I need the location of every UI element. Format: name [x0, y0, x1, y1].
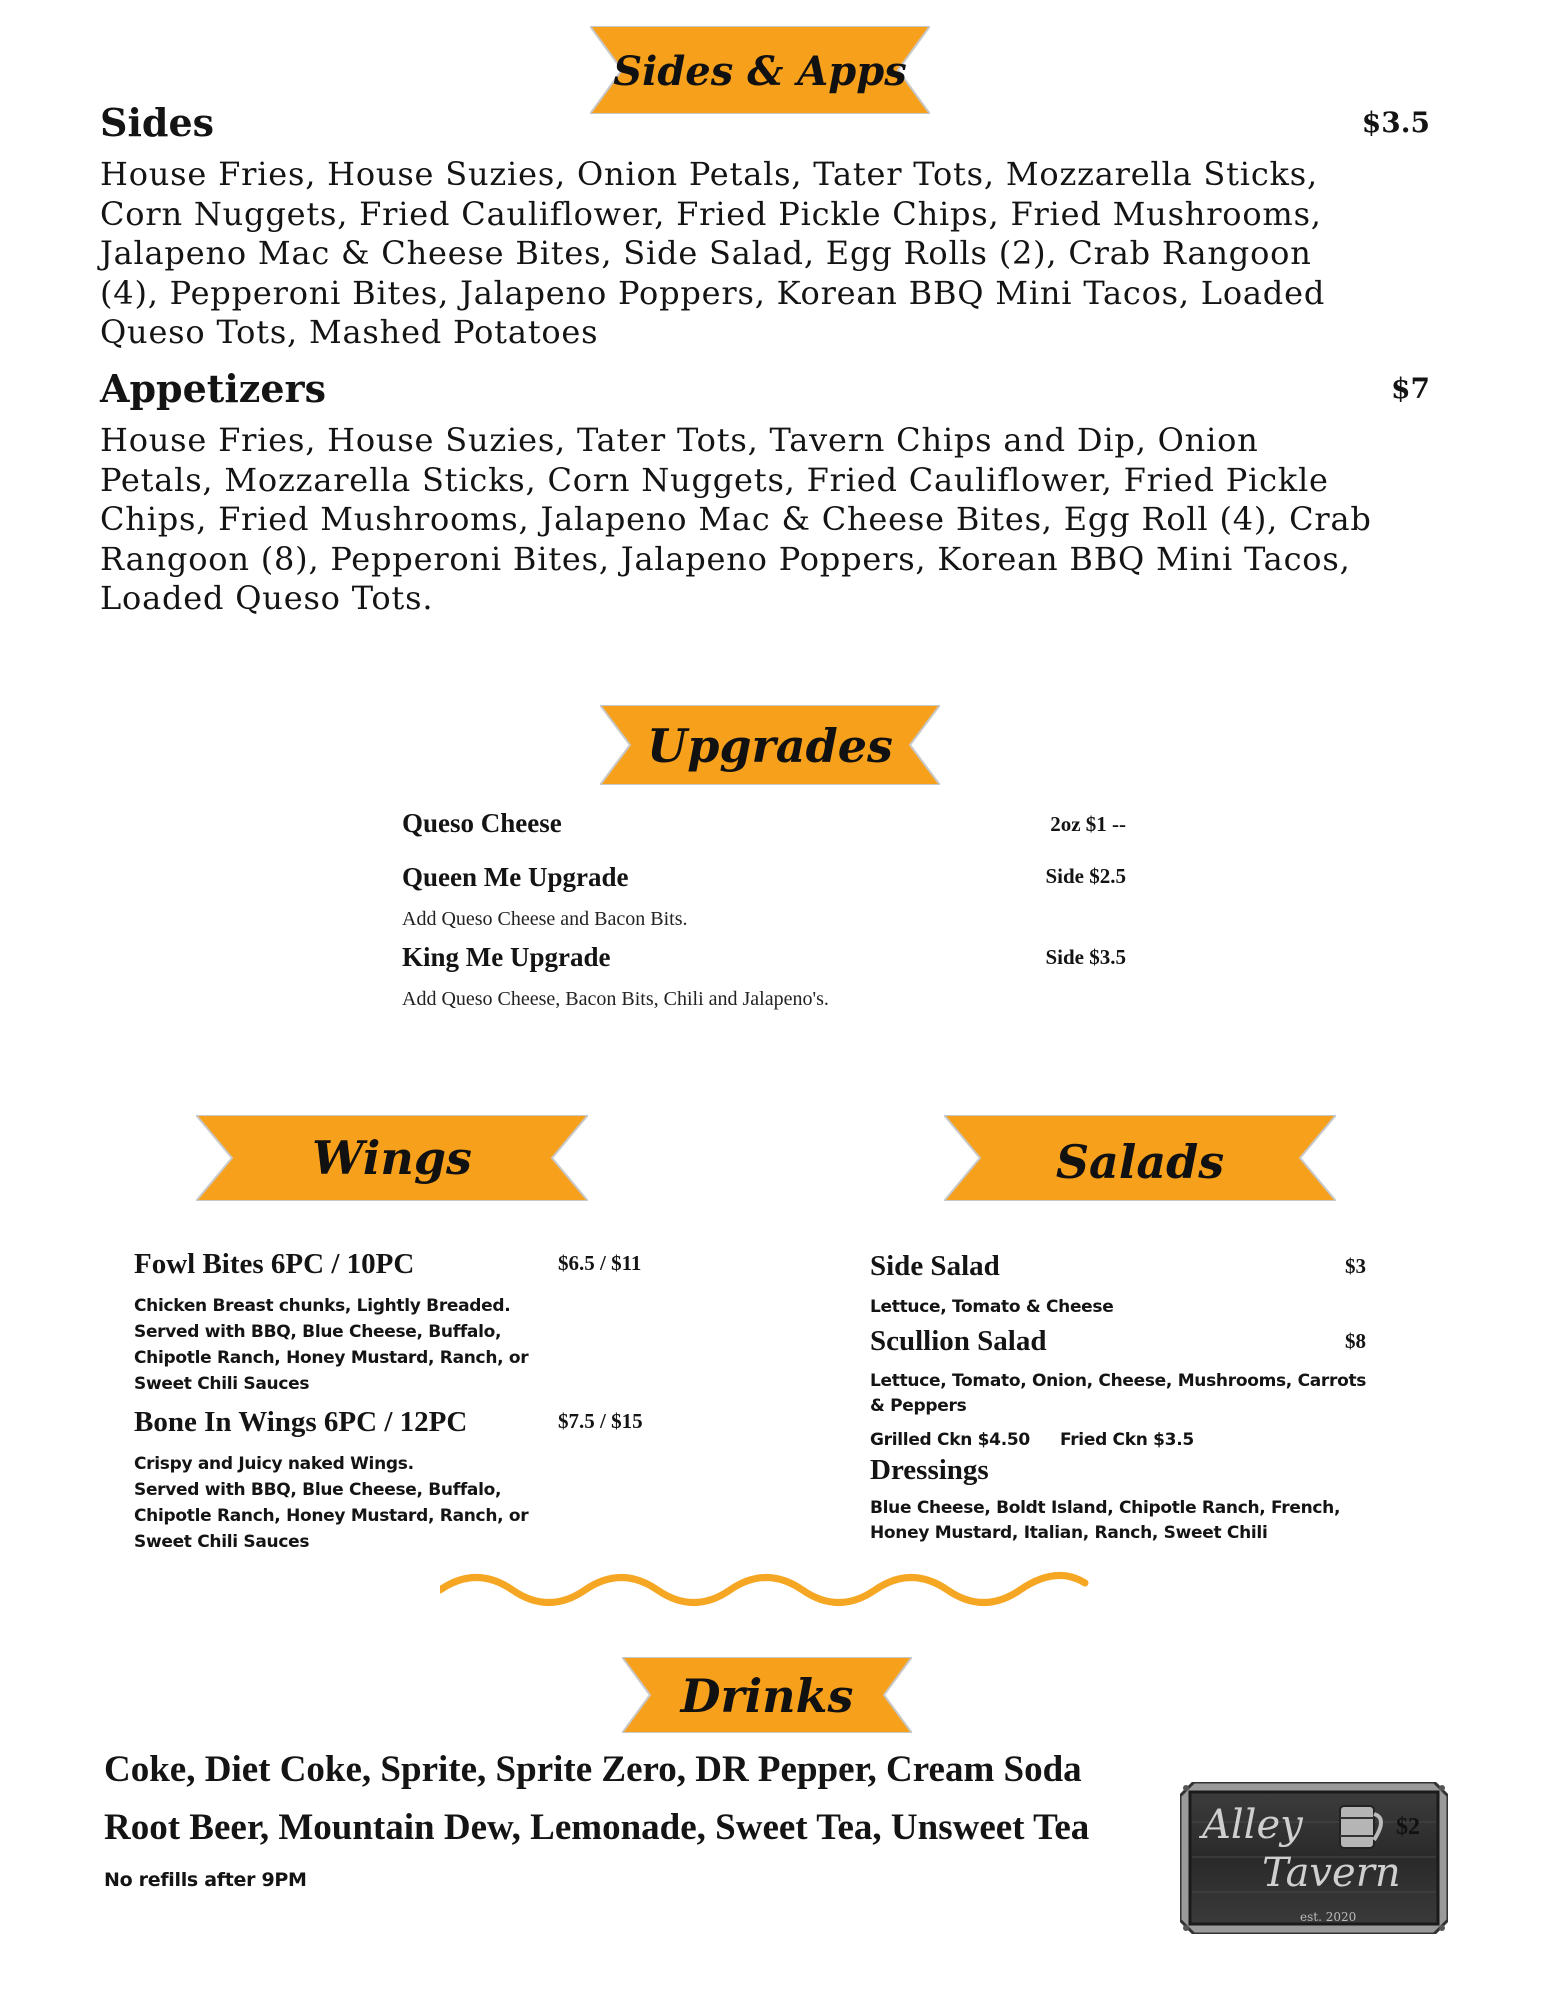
wings-item-name: Bone In Wings 6PC / 12PC: [134, 1406, 468, 1438]
salad-item-name: Scullion Salad: [870, 1325, 1047, 1357]
banner-wings-text: Wings: [312, 1131, 472, 1185]
appetizers-line: House Fries, House Suzies, Tater Tots, Tavern Chips and Dip, Onion: [100, 421, 1259, 459]
dressings-line: Honey Mustard, Italian, Ranch, Sweet Chili: [870, 1523, 1268, 1543]
sides-line: Corn Nuggets, Fried Cauliflower, Fried Pickle Chips, Fried Mushrooms,: [100, 194, 1322, 233]
drinks-price: $2: [1396, 1814, 1420, 1840]
wings-desc-line: Crispy and Juicy naked Wings.: [134, 1454, 414, 1474]
logo-line2: Tavern: [1262, 1850, 1401, 1896]
upgrade-price: Side $2.5: [1045, 864, 1126, 888]
addon-fried-ckn: Fried Ckn $3.5: [1060, 1430, 1194, 1450]
sides-line: Queso Tots, Mashed Potatoes: [100, 313, 599, 351]
wavy-divider: [440, 1565, 1090, 1615]
sides-line: House Fries, House Suzies, Onion Petals, Tater Tots, Mozzarella Sticks,: [100, 155, 1318, 193]
logo-line1: Alley: [1202, 1802, 1303, 1848]
appetizers-line: Chips, Fried Mushrooms, Jalapeno Mac & Cheese Bites, Egg Roll (4), Crab: [100, 500, 1372, 538]
banner-upgrades-text: Upgrades: [647, 719, 893, 773]
sides-line: Jalapeno Mac & Cheese Bites, Side Salad, Egg Rolls (2), Crab Rangoon: [100, 234, 1312, 272]
drinks-line: Coke, Diet Coke, Sprite, Sprite Zero, DR Pepper, Cream Soda: [104, 1749, 1082, 1790]
appetizers-line: Rangoon (8), Pepperoni Bites, Jalapeno Poppers, Korean BBQ Mini Tacos,: [100, 539, 1351, 578]
salad-desc-line: & Peppers: [870, 1396, 967, 1416]
appetizers-line: Petals, Mozzarella Sticks, Corn Nuggets, Fried Cauliflower, Fried Pickle: [100, 460, 1329, 499]
wings-item-price: $6.5 / $11: [558, 1251, 642, 1275]
appetizers-title: Appetizers: [100, 366, 326, 411]
salad-desc-line: Lettuce, Tomato, Onion, Cheese, Mushrooms, Carrots: [870, 1371, 1367, 1391]
sides-price: $3.5: [1361, 106, 1430, 139]
banner-sides-apps: [590, 26, 930, 114]
upgrade-price: 2oz $1 --: [1050, 812, 1126, 836]
sides-items: [100, 155, 1460, 353]
wings-item-desc: [134, 1293, 554, 1397]
wings-desc-line: Chipotle Ranch, Honey Mustard, Ranch, or: [134, 1348, 529, 1368]
wings-desc-line: Chicken Breast chunks, Lightly Breaded.: [134, 1296, 511, 1316]
logo-est: est. 2020: [1300, 1910, 1357, 1924]
banner-drinks-text: Drinks: [680, 1669, 854, 1723]
banner-wings: [196, 1115, 588, 1201]
upgrade-name: King Me Upgrade: [402, 942, 611, 972]
upgrade-name: Queen Me Upgrade: [402, 862, 629, 892]
banner-salads-text: Salads: [1055, 1135, 1225, 1189]
wings-item-name: Fowl Bites 6PC / 10PC: [134, 1248, 415, 1280]
banner-sides-apps-text: Sides & Apps: [613, 48, 907, 95]
upgrade-desc: Add Queso Cheese, Bacon Bits, Chili and Jalapeno's.: [402, 988, 829, 1010]
sides-title: Sides: [100, 100, 215, 145]
banner-salads: [944, 1115, 1336, 1201]
alley-tavern-logo: [1180, 1782, 1448, 1934]
wings-item-price: $7.5 / $15: [558, 1409, 643, 1433]
wings-item-desc: [134, 1451, 554, 1555]
dressings-list: [870, 1496, 1390, 1546]
upgrade-desc: Add Queso Cheese and Bacon Bits.: [402, 908, 688, 930]
drinks-line: Root Beer, Mountain Dew, Lemonade, Sweet Tea, Unsweet Tea: [104, 1807, 1090, 1848]
wings-desc-line: Served with BBQ, Blue Cheese, Buffalo,: [134, 1480, 502, 1500]
addon-grilled-ckn: Grilled Ckn $4.50: [870, 1430, 1030, 1450]
wings-desc-line: Sweet Chili Sauces: [134, 1374, 310, 1394]
upgrade-name: Queso Cheese: [402, 808, 562, 838]
dressings-title: Dressings: [870, 1454, 989, 1486]
banner-drinks: [622, 1657, 912, 1733]
drinks-note: No refills after 9PM: [104, 1869, 307, 1891]
salad-item-price: $8: [1345, 1329, 1366, 1353]
sides-line: (4), Pepperoni Bites, Jalapeno Poppers, Korean BBQ Mini Tacos, Loaded: [100, 273, 1326, 312]
upgrade-price: Side $3.5: [1045, 945, 1126, 969]
banner-upgrades: [600, 705, 940, 785]
appetizers-items: [100, 421, 1480, 619]
appetizers-line: Loaded Queso Tots.: [100, 579, 434, 617]
wings-desc-line: Served with BBQ, Blue Cheese, Buffalo,: [134, 1322, 502, 1342]
salad-item-price: $3: [1345, 1254, 1366, 1278]
wings-desc-line: Chipotle Ranch, Honey Mustard, Ranch, or: [134, 1506, 529, 1526]
wings-desc-line: Sweet Chili Sauces: [134, 1532, 310, 1552]
salad-item-desc: [870, 1369, 1390, 1419]
appetizers-price: $7: [1391, 372, 1430, 405]
salad-item-name: Side Salad: [870, 1250, 1000, 1282]
salad-item-desc: Lettuce, Tomato & Cheese: [870, 1297, 1114, 1317]
dressings-line: Blue Cheese, Boldt Island, Chipotle Ranch, French,: [870, 1498, 1341, 1518]
